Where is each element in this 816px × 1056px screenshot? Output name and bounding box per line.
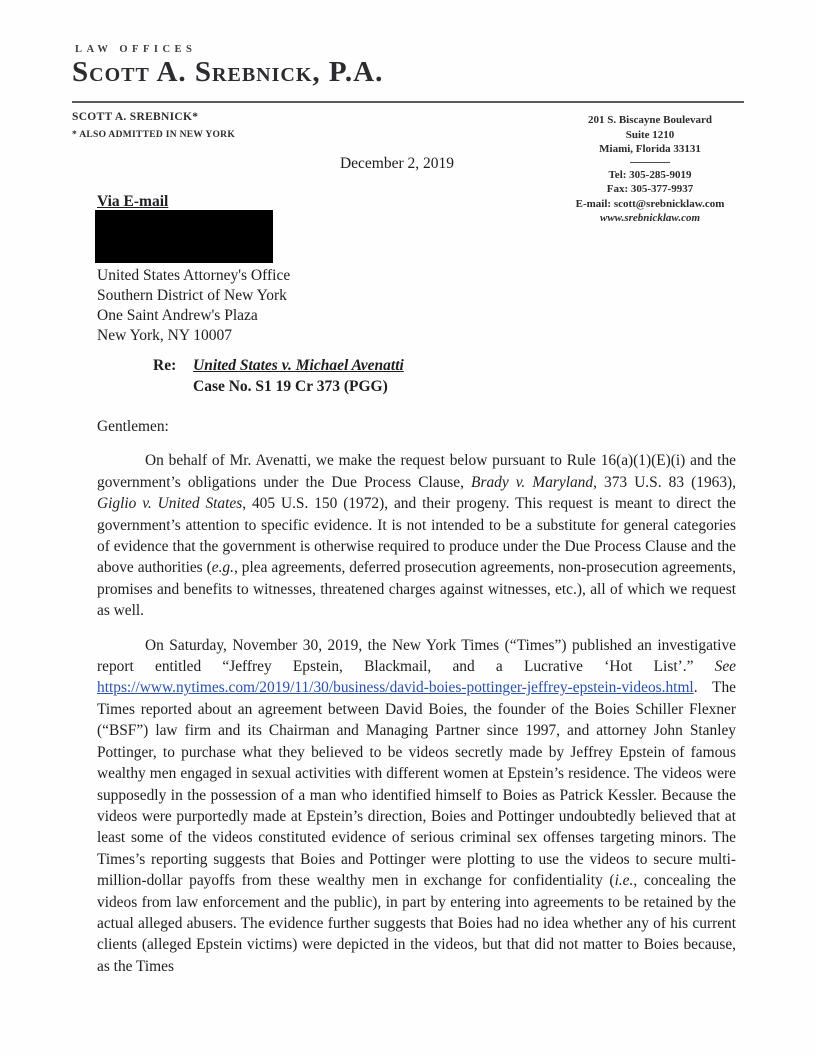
text-segment: i.e. (614, 872, 634, 890)
recipient-address-line: New York, NY 10007 (97, 327, 233, 344)
text-segment: , plea agreements, deferred prosecution agreements, non-prosecution agreements, promises and benefits to witnesses, threatened charges against witnesses, etc.), all of which we request as well. (97, 559, 736, 620)
recipient-address-line: One Saint Andrew's Plaza (97, 307, 258, 324)
re-content (193, 355, 404, 397)
text-segment: On behalf of Mr. Avenatti, we make the request below pursuant to Rule 16(a)(1)(E)(i) and the government’s obligations under the Due Process Clause, (97, 452, 736, 491)
re-case-name: United States v. Michael Avenatti (193, 357, 404, 374)
text-segment: . The Times reported about an agreement between David Boies, the founder of the Boies Schiller Flexner (“BSF”) law firm and its Chairman and Managing Partner since 1997, and attorney John Stanley Pottinger, to purchase what they believed to be videos secretly made by Jeffrey Epstein of famous wealthy men engaged in sexual activities with different women at Epstein’s residence. The videos were supposedly in the possession of a man who identified himself to Boies as Patrick Kessler. Because the videos were purportedly made at Epstein’s direction, Boies and Pottinger undoubtedly believed that at least some of the videos constituted evidence of serious criminal sex offenses targeting minors. The Times’s reporting suggests that Boies and Pottinger were plotting to use the videos to secure multi-million-dollar payoffs from these wealthy men in exchange for confidentiality ( (97, 679, 736, 890)
recipient-address-block (97, 266, 290, 346)
firm-name: Scott A. Srebnick, P.A. (72, 56, 384, 88)
firm-email: E-mail: scott@srebnicklaw.com (575, 197, 725, 210)
re-label: Re: (153, 357, 177, 374)
recipient-address-line: United States Attorney's Office (97, 267, 291, 284)
firm-address-line: 201 S. Biscayne Boulevard (587, 114, 713, 126)
attorney-admission-note: * ALSO ADMITTED IN NEW YORK (72, 130, 236, 140)
firm-address-line: Suite 1210 (625, 128, 675, 141)
text-segment: Giglio v. United States (97, 495, 243, 513)
text-segment: e.g. (211, 559, 234, 577)
nytimes-article-link[interactable]: https://www.nytimes.com/2019/11/30/business/david-boies-pottinger-jeffrey-epstein- (97, 679, 622, 697)
letter-body (97, 416, 736, 990)
text-segment: See (714, 658, 736, 676)
text-segment: , 373 U.S. 83 (1963), (593, 473, 737, 491)
text-segment: , concealing the videos from law enforcement and the public), in part by entering into agreements to be retained by the actual alleged abusers. The evidence further suggests that Boies had no idea whether any of his current clients (alleged Epstein victims) were depicted in the videos, but that did not matter to Boies because, as the Times (97, 872, 736, 975)
re-case-number: Case No. S1 19 Cr 373 (PGG) (193, 378, 388, 395)
salutation: Gentlemen: (97, 418, 169, 435)
firm-fax: Fax: 305-377-9937 (606, 183, 694, 195)
body-paragraph (97, 635, 736, 978)
letterhead-divider (72, 101, 744, 103)
firm-address-line: Miami, Florida 33131 (599, 143, 701, 155)
letter-date: December 2, 2019 (339, 155, 455, 172)
re-block (153, 355, 404, 397)
text-segment: On Saturday, November 30, 2019, the New York Times (“Times”) published an investigative report entitled “Jeffrey Epstein, Blackmail, and a Lucrative ‘Hot List’.” (97, 636, 736, 676)
law-offices-tagline: LAW OFFICES (75, 44, 197, 55)
redacted-recipient-block (95, 210, 273, 263)
text-segment: , 405 U.S. 150 (1972), and their progeny. This request is meant to direct the government’s attention to specific evidence. It is not intended to be a substitute for general categories of evidence that the government is otherwise required to produce under the Due Process Clause and the above authorities ( (97, 495, 736, 577)
delivery-method: Via E-mail (97, 193, 169, 210)
nytimes-article-link[interactable]: videos.html (621, 679, 694, 697)
firm-phone: Tel: 305-285-9019 (608, 168, 692, 181)
text-segment: Brady v. Maryland (471, 473, 594, 491)
attorney-name: SCOTT A. SREBNICK* (72, 111, 199, 123)
firm-website: www.srebnicklaw.com (599, 212, 701, 224)
body-paragraph (97, 450, 736, 621)
recipient-address-line: Southern District of New York (97, 287, 287, 304)
